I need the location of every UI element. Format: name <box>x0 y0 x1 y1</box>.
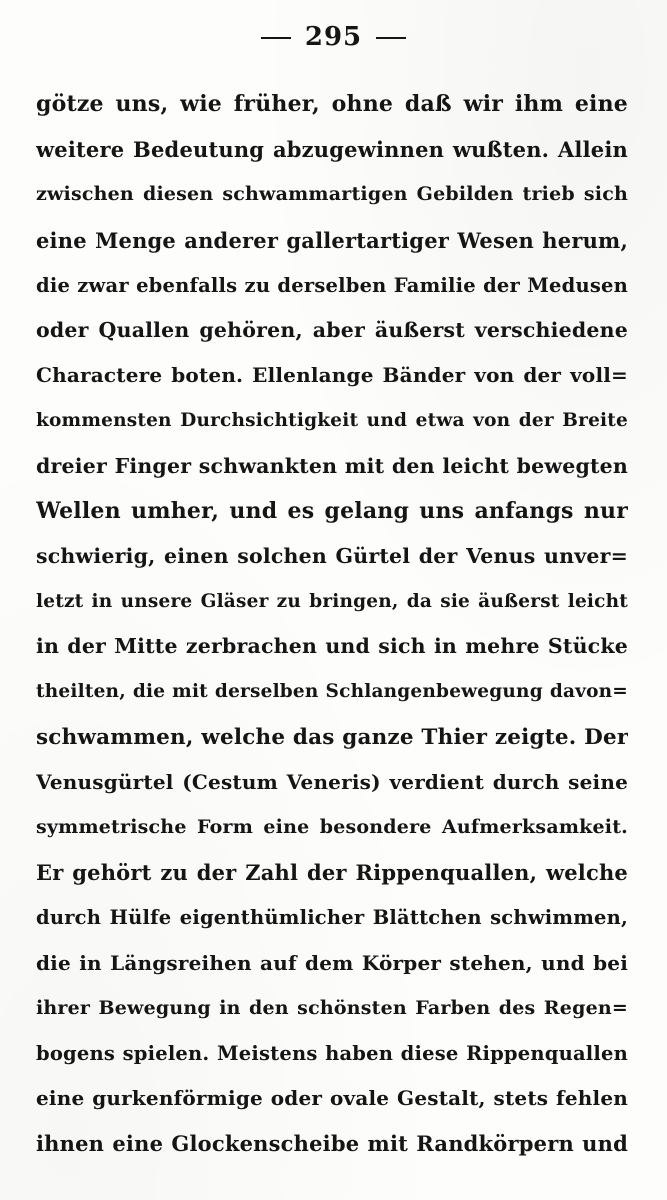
text-line: kommensten Durchsichtigkeit und etwa von der Breite <box>36 410 628 432</box>
header-dash-right <box>376 37 406 39</box>
text-line: die in Längsreihen auf dem Körper stehen, und bei <box>36 950 628 975</box>
text-line: schwierig, einen solchen Gürtel der Venus unver= <box>36 543 628 568</box>
text-line: eine Menge anderer gallertartiger Wesen herum, <box>36 227 628 253</box>
text-line: schwammen, welche das ganze Thier zeigte. Der <box>36 724 628 750</box>
text-line: Er gehört zu der Zahl der Rippenquallen, welche <box>36 860 628 886</box>
text-line: weitere Bedeutung abzugewinnen wußten. Allein <box>36 137 628 163</box>
text-line: in der Mitte zerbrachen und sich in mehre Stücke <box>36 634 628 659</box>
text-line: oder Quallen gehören, aber äußerst verschiedene <box>36 317 628 342</box>
text-line: Venusgürtel (Cestum Veneris) verdient durch seine <box>36 769 628 794</box>
text-line: bogens spielen. Meistens haben diese Rippenquallen <box>36 1041 628 1065</box>
text-line: götze uns, wie früher, ohne daß wir ihm eine <box>36 91 628 117</box>
page-number: 295 <box>304 22 363 52</box>
page-header <box>0 22 667 52</box>
text-line: letzt in unsere Gläser zu bringen, da sie äußerst leicht <box>36 591 628 613</box>
text-line: dreier Finger schwankten mit den leicht bewegten <box>36 453 628 478</box>
text-line: ihnen eine Glockenscheibe mit Randkörpern und <box>36 1131 628 1157</box>
text-line: ihrer Bewegung in den schönsten Farben des Regen= <box>36 996 628 1019</box>
text-line: eine gurkenförmige oder ovale Gestalt, stets fehlen <box>36 1086 628 1111</box>
text-line: die zwar ebenfalls zu derselben Familie der Medusen <box>36 273 628 297</box>
text-line: zwischen diesen schwammartigen Gebilden trieb sich <box>36 183 628 206</box>
text-line: Wellen umher, und es gelang uns anfangs nur <box>36 497 628 524</box>
header-dash-left <box>261 37 291 39</box>
text-line: symmetrische Form eine besondere Aufmerksamkeit. <box>36 816 628 838</box>
text-line: Charactere boten. Ellenlange Bänder von der voll= <box>36 363 628 388</box>
text-line: durch Hülfe eigenthümlicher Blättchen schwimmen, <box>36 906 628 930</box>
text-line: theilten, die mit derselben Schlangenbewegung davon= <box>36 681 628 703</box>
body-text <box>36 82 628 1167</box>
